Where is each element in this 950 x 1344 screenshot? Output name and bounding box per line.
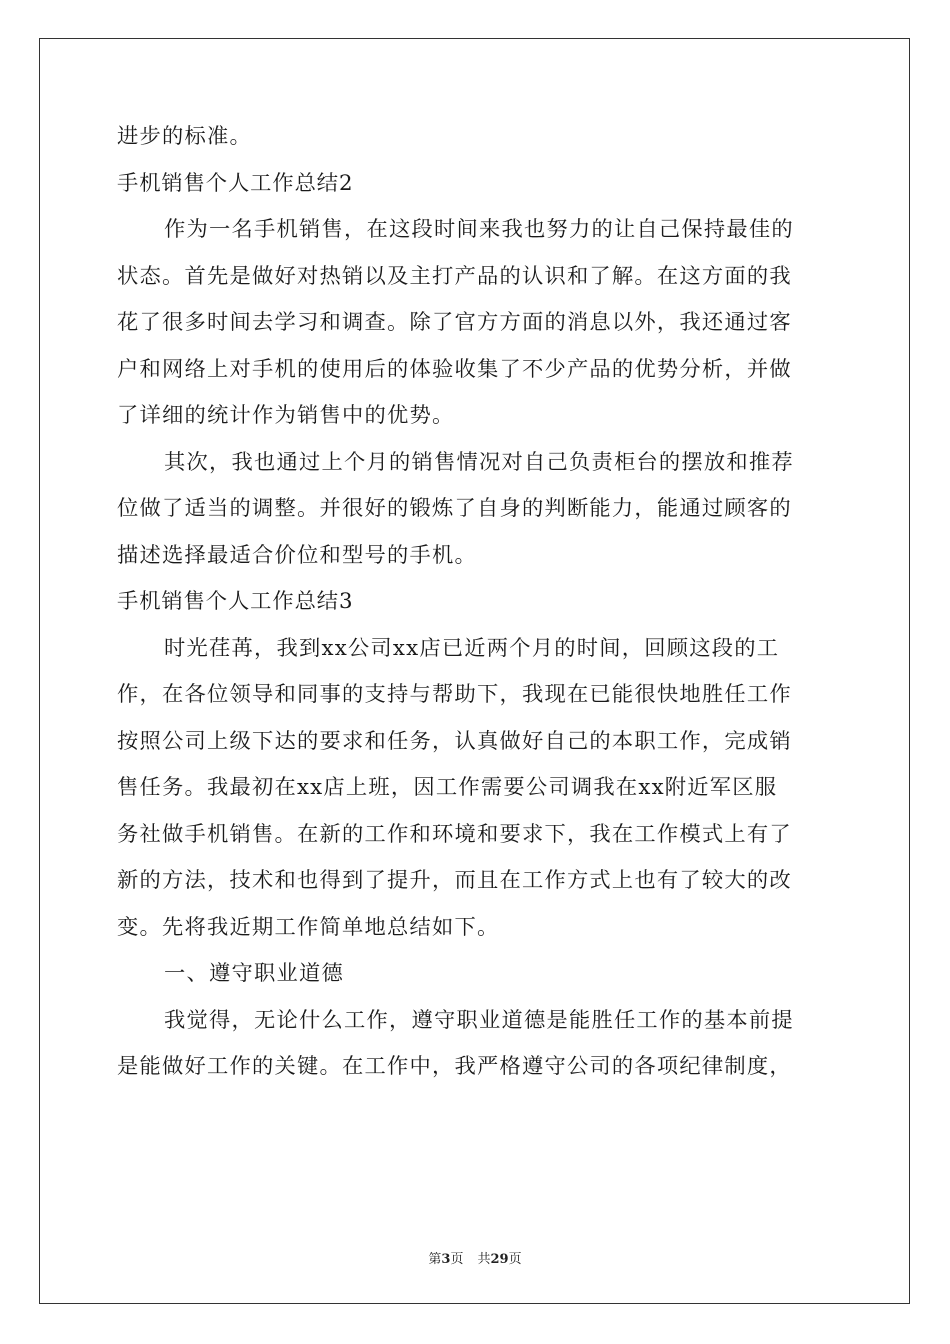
heading-text: 手机销售个人工作总结3 <box>117 589 354 614</box>
text-line: 位做了适当的调整。并很好的锻炼了自身的判断能力，能通过顾客的 <box>117 496 792 521</box>
section-heading <box>117 587 833 617</box>
text-line: 售任务。我最初在xx店上班，因工作需要公司调我在xx附近军区服 <box>117 775 778 800</box>
text-line: 状态。首先是做好对热销以及主打产品的认识和了解。在这方面的我 <box>117 263 792 289</box>
text-line: 进步的标准。 <box>117 124 252 149</box>
paragraph <box>117 634 833 943</box>
section-heading <box>117 169 833 199</box>
text-line: 户和网络上对手机的使用后的体验收集了不少产品的优势分析，并做 <box>117 356 792 382</box>
text-line: 其次，我也通过上个月的销售情况对自己负责柜台的摆放和推荐 <box>164 449 794 475</box>
page-suffix: 页 <box>450 1252 464 1267</box>
text-line: 变。先将我近期工作简单地总结如下。 <box>117 914 500 940</box>
text-line: 新的方法，技术和也得到了提升，而且在工作方式上也有了较大的改 <box>117 868 792 893</box>
text-line: 描述选择最适合价位和型号的手机。 <box>117 542 477 568</box>
paragraph <box>117 215 833 431</box>
paragraph <box>117 1006 833 1083</box>
text-line: 按照公司上级下达的要求和任务，认真做好自己的本职工作，完成销 <box>117 728 792 754</box>
text-line: 是能做好工作的关键。在工作中，我严格遵守公司的各项纪律制度， <box>117 1054 792 1079</box>
text-line: 了详细的统计作为销售中的优势。 <box>117 403 455 428</box>
text-line: 我觉得，无论什么工作，遵守职业道德是能胜任工作的基本前提 <box>164 1007 794 1033</box>
text-line: 一、遵守职业道德 <box>164 961 344 986</box>
total-suffix: 页 <box>508 1252 522 1267</box>
text-line: 作，在各位领导和同事的支持与帮助下，我现在已能很快地胜任工作 <box>117 682 792 707</box>
total-prefix: 共 <box>477 1252 491 1267</box>
current-page-number: 3 <box>441 1252 451 1267</box>
paragraph <box>117 959 833 989</box>
text-line: 务社做手机销售。在新的工作和环境和要求下，我在工作模式上有了 <box>117 821 792 847</box>
paragraph <box>117 122 833 152</box>
text-line: 花了很多时间去学习和调查。除了官方方面的消息以外，我还通过客 <box>117 310 792 335</box>
paragraph <box>117 448 833 571</box>
page-footer <box>0 1248 950 1267</box>
document-body <box>117 122 833 1099</box>
text-line: 作为一名手机销售，在这段时间来我也努力的让自己保持最佳的 <box>164 217 794 242</box>
heading-text: 手机销售个人工作总结2 <box>117 170 354 196</box>
text-line: 时光荏苒，我到xx公司xx店已近两个月的时间，回顾这段的工 <box>164 635 780 661</box>
page-prefix: 第 <box>428 1252 442 1267</box>
total-page-count: 29 <box>490 1252 509 1267</box>
